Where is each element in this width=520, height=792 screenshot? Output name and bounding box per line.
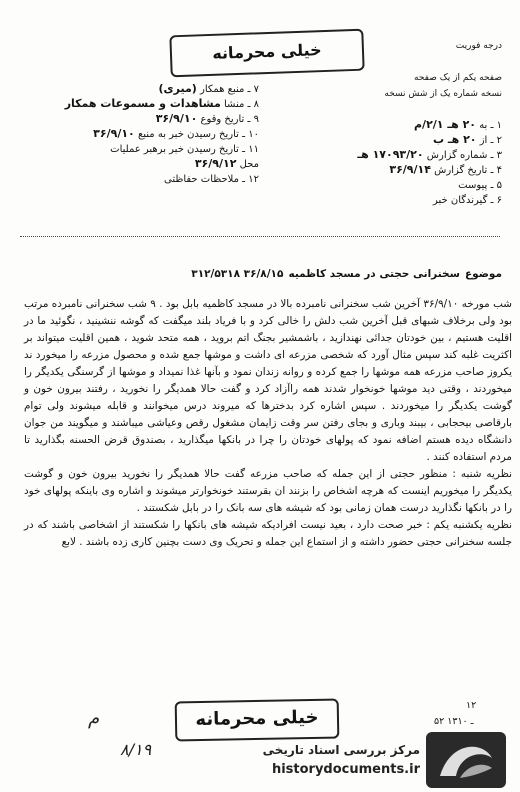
right-field: ۳ ـ شماره گزارش ۱۷۰۹۳/۲۰ هـ [357, 148, 502, 161]
archive-name: مرکز بررسی اسناد تاریخی [262, 743, 420, 757]
left-field-list [24, 82, 259, 187]
left-field: ۱۰ ـ تاریخ رسیدن خبر به منبع ۳۶/۹/۱۰ [93, 127, 259, 140]
right-field: ۴ ـ تاریخ گزارش ۳۶/۹/۱۴ [389, 163, 502, 176]
urgency-label: درجه فوریت [455, 41, 502, 51]
header-divider [20, 236, 500, 237]
signature: م [88, 708, 100, 729]
page-note: ۱۲ [466, 700, 477, 711]
body-paragraph: نظریه یکشنبه یکم : خبر صحت دارد ، بعید نیست افرادیکه شیشه های بانکها را شکستند از اشخاصی باشند که در جلسه سخنرانی حجتی حضور داشته و از استماع این جمله و تحریک وی دست بچنین کاری زده باشند . لابع [24, 519, 512, 548]
right-field: ۱ ـ به ۲۰ هـ ۲/۱/م [413, 118, 502, 131]
classification-stamp-bottom: خیلی محرمانه [175, 699, 340, 742]
right-field-list [282, 118, 502, 208]
report-body [24, 296, 512, 551]
archive-url: historydocuments.ir [271, 762, 420, 777]
left-field: ۷ ـ منبع همکار (میری) [158, 82, 259, 95]
subject-line [22, 262, 502, 281]
right-field: ۵ ـ پیوست [458, 180, 502, 191]
copy-info: نسخه شماره یک از شش نسخه [384, 89, 502, 99]
archive-watermark [263, 740, 420, 780]
left-field: ۱۱ ـ تاریخ رسیدن خبر برهبر عملیات [110, 144, 259, 155]
body-paragraph: شب مورخه ۳۶/۹/۱۰ آخرین شب سخنرانی نامبرده بالا در مسجد کاظمیه بابل بود . ۹ شب سخنرانی نامبرده مرتب بود ولی برخلاف شبهای قبل آخرین شب دلش را خالی کرد و با فریاد بلند میگفت که گوشه ننشینید ، نگوئید ما در اقلیت هستیم ، بین خودتان جدائی نهندازید ، باشمشیر بجنگ اتم بروید ، همه متحد شوید ، همین اقلیت میتواند بر اکثریت غلبه کند سپس مثال آورد که شخصی مزرعه ای داشت و موشها جمع شده و محصول مزرعه را میخورد ند یکروز صاحب مزرعه همه موشها را جمع کرده و روانه زندان نمود و بآنها غذا نمیداد و موشها از گرسنگی یکدیگر را میخوردند ، وقتی دید موشها خونخوار شدند همه راآزاد کرد و گفت حالا همدیگر را نخورید ، رفتند بیرون خون و گوشت یکدیگر را میخوردند . سپس اشاره کرد بدخترها که میروند درس میخوانند و قابله میشوند ولی توام بارقاصی بیحجابی ، بیبند وباری و بجای رفتن سر وقت زایمان مشغول رقص وعیاشی میباشند و میگویند من جوان دانشگاه دیده هستم اضافه نمود که پولهای خودتان را چرا در بانکها میگذارید ، بصندوق قرض الحسنه بگذارید تا مردم استفاده کنند . [24, 298, 512, 463]
left-field: ۸ ـ منشا مشاهدات و مسموعات همکار [64, 97, 259, 110]
classification-stamp-top: خیلی محرمانه [169, 29, 364, 78]
right-field: ۶ ـ گیرندگان خبر [432, 195, 502, 206]
subject-text: سخنرانی حجتی در مسجد کاظمیه [288, 268, 460, 280]
body-paragraph: نظریه شنبه : منظور حجتی از این جمله که صاحب مزرعه گفت حالا همدیگر را نخورید بیرون خون و گوشت یکدیگر را میخوریم اینست که هرچه اشخاص را بزنند ان بقرستند خونخوارتر میشوند و اشاره وی باینکه پولهای خود را در بانکها نگذارید درست همان زمانی بود که شیشه های سه بانک را در بابل شکستند . [24, 468, 512, 514]
document-number: ۵۲ ـ ۱۳۱۰ [434, 716, 474, 727]
subject-label: موضوع [465, 268, 502, 280]
right-field: ۲ ـ از ۲۰ هـ ب [432, 133, 502, 146]
left-field: محل ۳۶/۹/۱۲ [194, 157, 259, 170]
subject-annotation: ۳۶/۸/۱۵ ۳۱۲/۵۳۱۸ [191, 268, 284, 280]
left-field: ۹ ـ تاریخ وقوع ۳۶/۹/۱۰ [155, 112, 259, 125]
archive-logo-icon [426, 732, 506, 788]
left-field: ۱۲ ـ ملاحظات حفاظتی [164, 174, 259, 185]
page-info: صفحه یکم از یک صفحه [414, 73, 502, 83]
handwritten-note: ۸/۱۹ [120, 740, 152, 759]
